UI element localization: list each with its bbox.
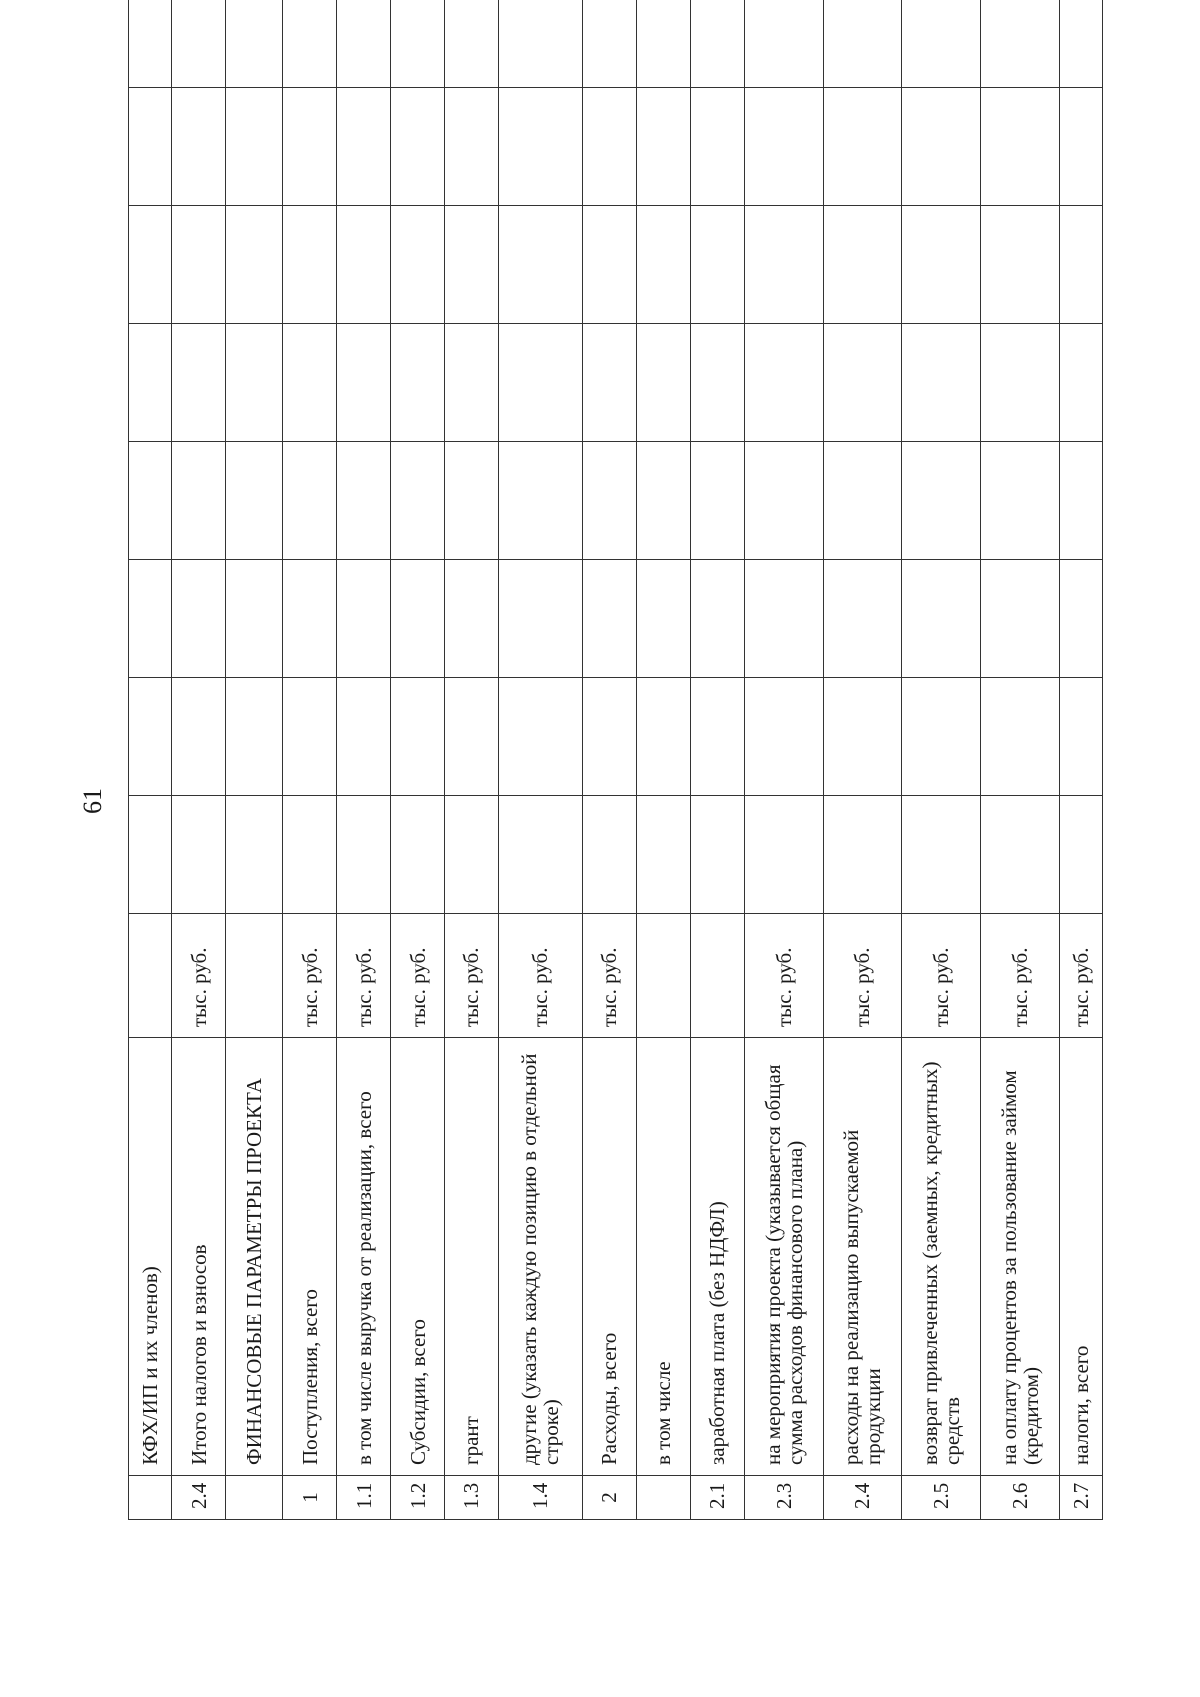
value-cell — [583, 88, 637, 206]
value-cell — [283, 560, 337, 678]
value-cell — [283, 88, 337, 206]
row-name: КФХ/ИП и их членов) — [129, 1038, 172, 1476]
value-cell — [129, 206, 172, 324]
value-cell — [902, 206, 981, 324]
row-number: 1.3 — [444, 1476, 498, 1520]
table-row — [902, 0, 981, 1520]
row-number: 1.2 — [391, 1476, 445, 1520]
value-cell — [981, 678, 1060, 796]
value-cell — [902, 678, 981, 796]
value-cell — [690, 442, 744, 560]
row-number — [636, 1476, 690, 1520]
value-cell — [636, 324, 690, 442]
table-row — [636, 0, 690, 1520]
value-cell — [583, 796, 637, 914]
value-cell — [283, 0, 337, 88]
value-cell — [744, 88, 823, 206]
value-cell — [1059, 88, 1102, 206]
value-cell — [172, 442, 226, 560]
row-number: 2.1 — [690, 1476, 744, 1520]
row-unit — [129, 914, 172, 1038]
row-unit — [690, 914, 744, 1038]
value-cell — [981, 88, 1060, 206]
value-cell — [444, 206, 498, 324]
row-number: 2.4 — [172, 1476, 226, 1520]
value-cell — [690, 678, 744, 796]
value-cell — [283, 206, 337, 324]
value-cell — [391, 324, 445, 442]
value-cell — [444, 560, 498, 678]
value-cell — [981, 0, 1060, 88]
row-name: заработная плата (без НДФЛ) — [690, 1038, 744, 1476]
row-name: Итого налогов и взносов — [172, 1038, 226, 1476]
value-cell — [337, 678, 391, 796]
row-number: 1.1 — [337, 1476, 391, 1520]
table-row — [981, 0, 1060, 1520]
value-cell — [172, 206, 226, 324]
value-cell — [744, 560, 823, 678]
value-cell — [444, 796, 498, 914]
value-cell — [129, 88, 172, 206]
value-cell — [444, 678, 498, 796]
row-unit: тыс. руб. — [902, 914, 981, 1038]
value-cell — [283, 678, 337, 796]
row-number: 2.6 — [981, 1476, 1060, 1520]
row-number: 2.4 — [823, 1476, 902, 1520]
value-cell — [744, 678, 823, 796]
value-cell — [337, 0, 391, 88]
value-cell — [129, 560, 172, 678]
row-number: 1.4 — [498, 1476, 582, 1520]
value-cell — [391, 442, 445, 560]
value-cell — [690, 796, 744, 914]
value-cell — [444, 88, 498, 206]
value-cell — [226, 206, 283, 324]
value-cell — [172, 0, 226, 88]
row-unit — [636, 914, 690, 1038]
table-row — [744, 0, 823, 1520]
row-name: в том числе — [636, 1038, 690, 1476]
row-unit: тыс. руб. — [444, 914, 498, 1038]
value-cell — [172, 678, 226, 796]
value-cell — [226, 324, 283, 442]
table-row — [226, 0, 283, 1520]
value-cell — [498, 324, 582, 442]
value-cell — [583, 0, 637, 88]
value-cell — [583, 206, 637, 324]
value-cell — [498, 0, 582, 88]
value-cell — [226, 0, 283, 88]
table-row — [129, 0, 172, 1520]
value-cell — [337, 206, 391, 324]
value-cell — [129, 324, 172, 442]
value-cell — [226, 796, 283, 914]
value-cell — [226, 442, 283, 560]
table-row — [337, 0, 391, 1520]
value-cell — [226, 560, 283, 678]
table-row — [444, 0, 498, 1520]
value-cell — [1059, 0, 1102, 88]
table-row — [172, 0, 226, 1520]
row-number: 2.5 — [902, 1476, 981, 1520]
row-unit: тыс. руб. — [823, 914, 902, 1038]
row-number: 2.7 — [1059, 1476, 1102, 1520]
value-cell — [690, 206, 744, 324]
table-row — [283, 0, 337, 1520]
table-row — [583, 0, 637, 1520]
row-name: на мероприятия проекта (указывается общая сумма расходов финансового плана) — [744, 1038, 823, 1476]
value-cell — [902, 560, 981, 678]
table-body — [129, 0, 1103, 1520]
value-cell — [283, 796, 337, 914]
value-cell — [583, 560, 637, 678]
row-name: расходы на реализацию выпускаемой продукции — [823, 1038, 902, 1476]
table-row — [498, 0, 582, 1520]
value-cell — [981, 560, 1060, 678]
value-cell — [283, 442, 337, 560]
value-cell — [337, 796, 391, 914]
value-cell — [172, 796, 226, 914]
row-unit: тыс. руб. — [172, 914, 226, 1038]
value-cell — [391, 206, 445, 324]
value-cell — [129, 678, 172, 796]
table-row — [391, 0, 445, 1520]
value-cell — [823, 796, 902, 914]
row-name: Поступления, всего — [283, 1038, 337, 1476]
financial-parameters-sheet — [128, 60, 1103, 1520]
row-number: 2 — [583, 1476, 637, 1520]
value-cell — [226, 88, 283, 206]
table-row — [690, 0, 744, 1520]
row-number: 1 — [283, 1476, 337, 1520]
value-cell — [337, 560, 391, 678]
row-unit: тыс. руб. — [283, 914, 337, 1038]
value-cell — [902, 324, 981, 442]
row-unit: тыс. руб. — [391, 914, 445, 1038]
value-cell — [583, 442, 637, 560]
table-row — [823, 0, 902, 1520]
value-cell — [498, 88, 582, 206]
value-cell — [1059, 560, 1102, 678]
table-row — [1059, 0, 1102, 1520]
value-cell — [690, 560, 744, 678]
value-cell — [902, 442, 981, 560]
value-cell — [981, 206, 1060, 324]
value-cell — [337, 88, 391, 206]
value-cell — [391, 796, 445, 914]
row-unit: тыс. руб. — [583, 914, 637, 1038]
value-cell — [391, 560, 445, 678]
row-number — [226, 1476, 283, 1520]
row-name: возврат привлеченных (заемных, кредитных) средств — [902, 1038, 981, 1476]
value-cell — [226, 678, 283, 796]
value-cell — [129, 0, 172, 88]
financial-parameters-table — [128, 0, 1103, 1520]
value-cell — [823, 206, 902, 324]
value-cell — [636, 0, 690, 88]
value-cell — [172, 88, 226, 206]
value-cell — [337, 324, 391, 442]
row-unit: тыс. руб. — [981, 914, 1060, 1038]
value-cell — [636, 88, 690, 206]
value-cell — [823, 88, 902, 206]
row-name: Субсидии, всего — [391, 1038, 445, 1476]
value-cell — [981, 796, 1060, 914]
value-cell — [498, 678, 582, 796]
value-cell — [283, 324, 337, 442]
page-number: 61 — [78, 788, 107, 814]
value-cell — [1059, 678, 1102, 796]
value-cell — [981, 324, 1060, 442]
value-cell — [744, 206, 823, 324]
row-name: на оплату процентов за пользование займом (кредитом) — [981, 1038, 1060, 1476]
value-cell — [690, 0, 744, 88]
row-unit: тыс. руб. — [744, 914, 823, 1038]
value-cell — [583, 678, 637, 796]
value-cell — [823, 442, 902, 560]
value-cell — [1059, 324, 1102, 442]
value-cell — [391, 678, 445, 796]
value-cell — [172, 560, 226, 678]
row-name: Расходы, всего — [583, 1038, 637, 1476]
row-name: налоги, всего — [1059, 1038, 1102, 1476]
value-cell — [823, 0, 902, 88]
value-cell — [444, 324, 498, 442]
value-cell — [337, 442, 391, 560]
value-cell — [823, 324, 902, 442]
value-cell — [823, 560, 902, 678]
value-cell — [981, 442, 1060, 560]
value-cell — [902, 0, 981, 88]
value-cell — [444, 442, 498, 560]
row-name: грант — [444, 1038, 498, 1476]
value-cell — [744, 324, 823, 442]
row-unit: тыс. руб. — [1059, 914, 1102, 1038]
value-cell — [690, 88, 744, 206]
value-cell — [744, 796, 823, 914]
value-cell — [498, 796, 582, 914]
value-cell — [391, 0, 445, 88]
value-cell — [583, 324, 637, 442]
value-cell — [498, 442, 582, 560]
value-cell — [129, 442, 172, 560]
value-cell — [636, 206, 690, 324]
value-cell — [636, 678, 690, 796]
value-cell — [636, 442, 690, 560]
value-cell — [744, 442, 823, 560]
row-number: 2.3 — [744, 1476, 823, 1520]
value-cell — [902, 796, 981, 914]
value-cell — [1059, 442, 1102, 560]
value-cell — [129, 796, 172, 914]
value-cell — [690, 324, 744, 442]
value-cell — [498, 206, 582, 324]
value-cell — [902, 88, 981, 206]
value-cell — [823, 678, 902, 796]
value-cell — [744, 0, 823, 88]
value-cell — [636, 560, 690, 678]
value-cell — [1059, 206, 1102, 324]
value-cell — [1059, 796, 1102, 914]
row-unit: тыс. руб. — [498, 914, 582, 1038]
row-name: в том числе выручка от реализации, всего — [337, 1038, 391, 1476]
row-name: ФИНАНСОВЫЕ ПАРАМЕТРЫ ПРОЕКТА — [226, 1038, 283, 1476]
row-name: другие (указать каждую позицию в отдельной строке) — [498, 1038, 582, 1476]
value-cell — [444, 0, 498, 88]
value-cell — [172, 324, 226, 442]
value-cell — [498, 560, 582, 678]
row-number — [129, 1476, 172, 1520]
value-cell — [636, 796, 690, 914]
row-unit — [226, 914, 283, 1038]
row-unit: тыс. руб. — [337, 914, 391, 1038]
value-cell — [391, 88, 445, 206]
